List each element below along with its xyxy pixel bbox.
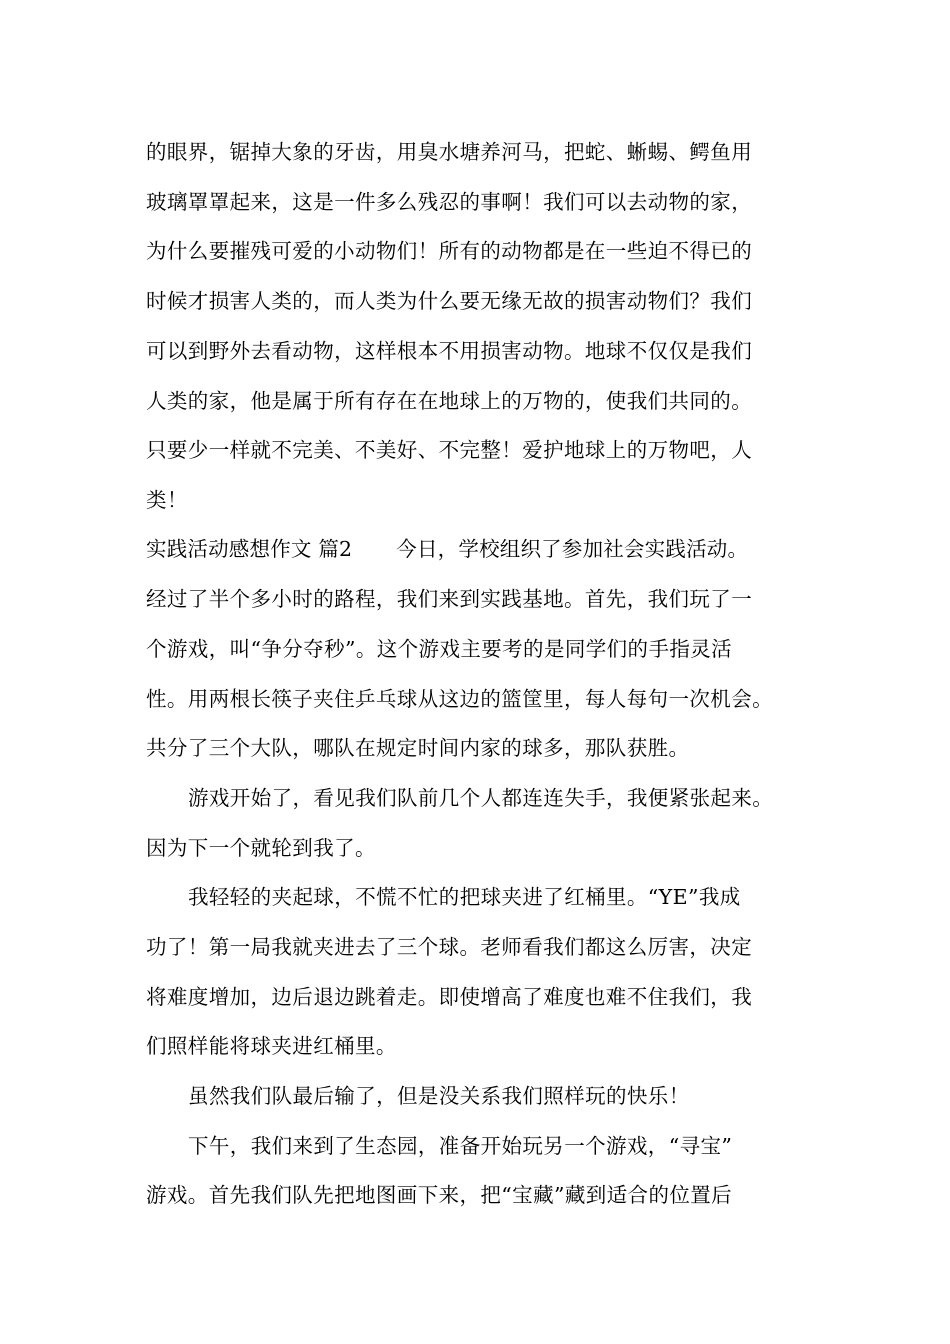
text-line: 玻璃罩罩起来，这是一件多么残忍的事啊！我们可以去动物的家，	[146, 190, 753, 214]
text-line: 游戏。首先我们队先把地图画下来，把“宝藏”藏到适合的位置后	[146, 1183, 733, 1207]
text-line: 类！	[146, 488, 188, 512]
text-line: 只要少一样就不完美、不美好、不完整！爱护地球上的万物吧，人	[146, 438, 753, 462]
text-line: 性。用两根长筷子夹住乒乓球从这边的篮筐里，每人每句一次机会。	[146, 687, 773, 711]
section-title: 实践活动感想作文 篇2	[146, 537, 353, 561]
paragraph-first-line: 我轻轻的夹起球，不慌不忙的把球夹进了红桶里。“YE”我成	[188, 885, 741, 909]
text-line: 的眼界，锯掉大象的牙齿，用臭水塘养河马，把蛇、蜥蜴、鳄鱼用	[146, 140, 753, 164]
section-first-line: 今日，学校组织了参加社会实践活动。	[396, 537, 749, 561]
paragraph-first-line: 虽然我们队最后输了，但是没关系我们照样玩的快乐！	[188, 1084, 690, 1108]
text-line: 功了！第一局我就夹进去了三个球。老师看我们都这么厉害，决定	[146, 935, 753, 959]
text-line: 为什么要摧残可爱的小动物们！所有的动物都是在一些迫不得已的	[146, 239, 753, 263]
text-line: 可以到野外去看动物，这样根本不用损害动物。地球不仅仅是我们	[146, 339, 753, 363]
paragraph-first-line: 游戏开始了，看见我们队前几个人都连连失手，我便紧张起来。	[188, 786, 774, 810]
text-line: 人类的家，他是属于所有存在在地球上的万物的，使我们共同的。	[146, 389, 753, 413]
text-line: 因为下一个就轮到我了。	[146, 836, 376, 860]
text-line: 经过了半个多小时的路程，我们来到实践基地。首先，我们玩了一	[146, 587, 753, 611]
paragraph-first-line: 下午，我们来到了生态园，准备开始玩另一个游戏，“寻宝”	[188, 1134, 733, 1158]
text-line: 个游戏，叫“争分夺秒”。这个游戏主要考的是同学们的手指灵活	[146, 637, 733, 661]
text-line: 将难度增加，边后退边跳着走。即使增高了难度也难不住我们，我	[146, 985, 753, 1009]
text-line: 们照样能将球夹进红桶里。	[146, 1034, 397, 1058]
section-heading-row	[146, 536, 748, 562]
text-line: 共分了三个大队，哪队在规定时间内家的球多，那队获胜。	[146, 736, 690, 760]
text-line: 时候才损害人类的，而人类为什么要无缘无故的损害动物们？我们	[146, 289, 753, 313]
